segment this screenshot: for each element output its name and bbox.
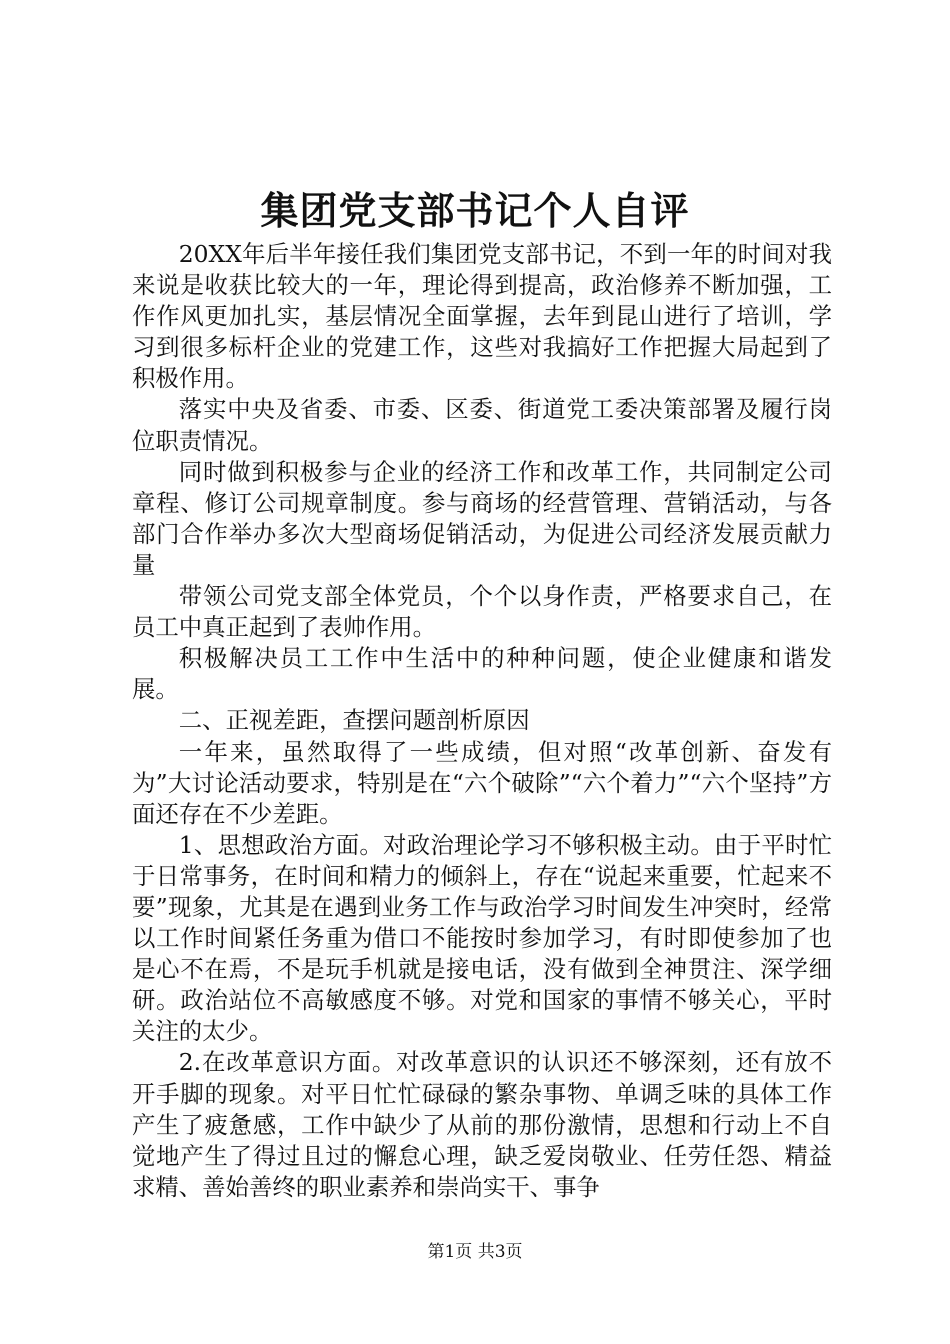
paragraph-political: 1、思想政治方面。对政治理论学习不够积极主动。由于平时忙于日常事务，在时间和精力的倾斜上，存在“说起来重要，忙起来不要”现象，尤其是在遇到业务工作与政治学习时间发生冲突时，经常以工作时间紧任务重为借口不能按时参加学习，有时即使参加了也是心不在焉，不是玩手机就是接电话，没有做到全神贯注、深学细研。政治站位不高敏感度不够。对党和国家的事情不够关心，平时关注的太少。 [132, 830, 832, 1046]
paragraph-reform: 2.在改革意识方面。对改革意识的认识还不够深刻，还有放不开手脚的现象。对平日忙忙碌碌的繁杂事物、单调乏味的具体工作产生了疲惫感，工作中缺少了从前的那份激情，思想和行动上不自觉地产生了得过且过的懈怠心理，缺乏爱岗敬业、任劳任怨、精益求精、善始善终的职业素养和崇尚实干、事争 [132, 1048, 832, 1201]
paragraph-duty: 落实中央及省委、市委、区委、街道党工委决策部署及履行岗位职责情况。 [132, 395, 832, 455]
paragraph-economy: 同时做到积极参与企业的经济工作和改革工作，共同制定公司章程、修订公司规章制度。参与商场的经营管理、营销活动，与各部门合作举办多次大型商场促销活动，为促进公司经济发展贡献力量 [132, 457, 832, 579]
paragraph-gap: 一年来，虽然取得了一些成绩，但对照“改革创新、奋发有为”大讨论活动要求，特别是在“六个破除”“六个着力”“六个坚持”方面还存在不少差距。 [132, 737, 832, 828]
paragraph-employees: 积极解决员工工作中生活中的种种问题，使企业健康和谐发展。 [132, 644, 832, 704]
document-title: 集团党支部书记个人自评 [260, 188, 690, 233]
section-heading: 二、正视差距，查摆问题剖析原因 [178, 706, 530, 735]
page-footer: 第1页 共3页 [427, 1242, 523, 1262]
paragraph-intro: 20XX年后半年接任我们集团党支部书记，不到一年的时间对我来说是收获比较大的一年，理论得到提高，政治修养不断加强，工作作风更加扎实，基层情况全面掌握，去年到昆山进行了培训，学习到很多标杆企业的党建工作，这些对我搞好工作把握大局起到了积极作用。 [132, 240, 832, 393]
paragraph-leadership: 带领公司党支部全体党员，个个以身作责，严格要求自己，在员工中真正起到了表帅作用。 [132, 582, 832, 642]
document-body [132, 239, 832, 1203]
